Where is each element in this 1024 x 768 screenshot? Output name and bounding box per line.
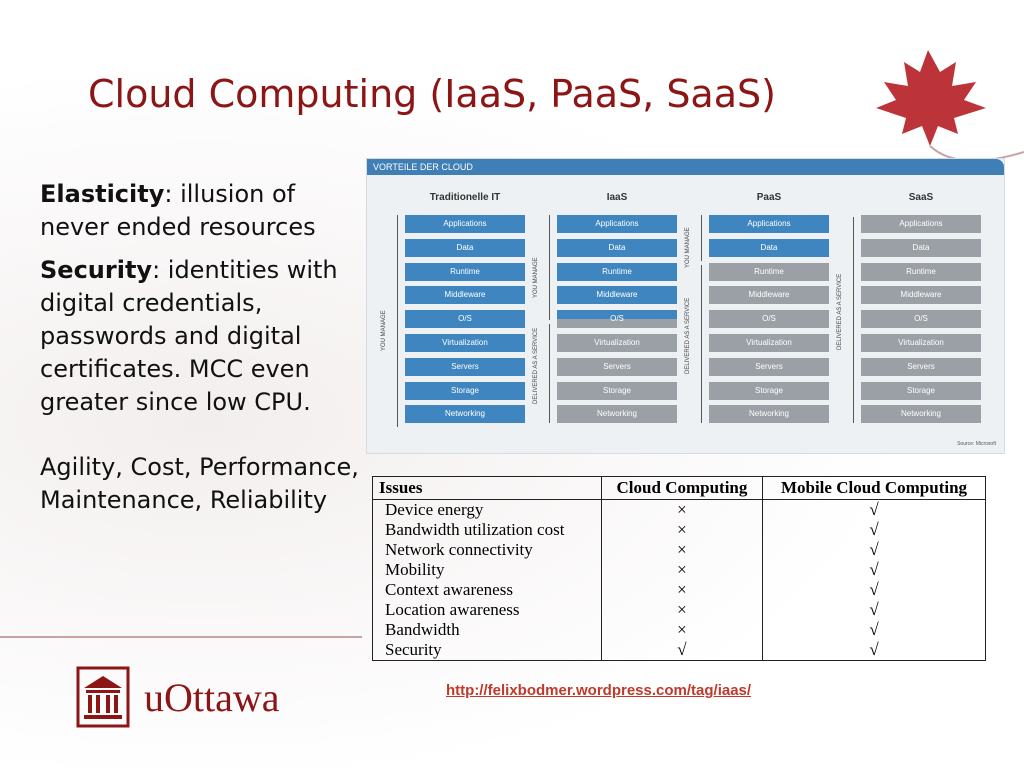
- diagram-layer-cell: Data: [557, 239, 677, 257]
- security-paragraph: [40, 254, 370, 419]
- table-row: [373, 500, 986, 521]
- diagram-layer-cell: Applications: [709, 215, 829, 233]
- mcc-cell: √: [763, 540, 986, 560]
- diagram-layer-cell: Runtime: [861, 263, 981, 281]
- issue-cell: Context awareness: [373, 580, 602, 600]
- diagram-layer-cell: Applications: [861, 215, 981, 233]
- maple-leaf-icon: [868, 42, 1024, 162]
- header-issues: Issues: [373, 477, 602, 500]
- diagram-layer-cell: Virtualization: [557, 334, 677, 352]
- table-row: [373, 560, 986, 580]
- source-link[interactable]: http://felixbodmer.wordpress.com/tag/iaas/: [446, 682, 752, 699]
- issues-table: [372, 476, 986, 661]
- issue-cell: Mobility: [373, 560, 602, 580]
- cloud-computing-cell: √: [601, 640, 762, 661]
- diagram-layer-cell: Middleware: [861, 286, 981, 304]
- security-term: Security: [40, 256, 153, 284]
- cloud-computing-cell: ×: [601, 580, 762, 600]
- diagram-layer-cell: Data: [405, 239, 525, 257]
- issue-cell: Device energy: [373, 500, 602, 521]
- table-row: [373, 580, 986, 600]
- diagram-brace: [701, 215, 702, 261]
- diagram-layer-cell: Middleware: [709, 286, 829, 304]
- mcc-cell: √: [763, 500, 986, 521]
- diagram-layer-cell: Servers: [709, 358, 829, 376]
- slide-title: Cloud Computing (IaaS, PaaS, SaaS): [88, 72, 776, 116]
- footer-divider: [0, 636, 362, 638]
- diagram-layer-cell: Storage: [557, 382, 677, 400]
- diagram-layer-cell: Networking: [405, 405, 525, 423]
- diagram-layer-cell: Storage: [861, 382, 981, 400]
- elasticity-paragraph: [40, 178, 370, 244]
- diagram-layer-cell: O/S: [709, 310, 829, 328]
- diagram-layer-cell: Runtime: [709, 263, 829, 281]
- diagram-layer-cell: Applications: [405, 215, 525, 233]
- cloud-computing-cell: ×: [601, 540, 762, 560]
- table-row: [373, 520, 986, 540]
- diagram-brace-label: DELIVERED AS A SERVICE: [685, 297, 691, 374]
- table-row: [373, 620, 986, 640]
- diagram-brace-label: YOU MANAGE: [685, 227, 691, 268]
- diagram-layer-cell: Servers: [861, 358, 981, 376]
- diagram-layer-cell: Middleware: [405, 286, 525, 304]
- diagram-layer-cell: Storage: [405, 382, 525, 400]
- diagram-brace-label: DELIVERED AS A SERVICE: [837, 273, 843, 351]
- diagram-layer-cell: O/S: [405, 310, 525, 328]
- diagram-brace: [397, 215, 398, 427]
- elasticity-text: : illusion of never ended resources: [40, 180, 316, 241]
- diagram-layer-cell: Data: [709, 239, 829, 257]
- table-row: [373, 600, 986, 620]
- diagram-column-header: IaaS: [606, 192, 628, 203]
- diagram-layer-cell: Virtualization: [861, 334, 981, 352]
- diagram-layer-cell: Runtime: [557, 263, 677, 281]
- university-building-icon: [76, 666, 130, 728]
- diagram-layer-cell: O/S: [861, 310, 981, 328]
- cloud-computing-cell: ×: [601, 500, 762, 521]
- issue-cell: Bandwidth utilization cost: [373, 520, 602, 540]
- uottawa-logo: [76, 666, 280, 728]
- diagram-brace-label: DELIVERED AS A SERVICE: [533, 327, 539, 404]
- cloud-computing-cell: ×: [601, 520, 762, 540]
- diagram-brace: [549, 215, 550, 320]
- diagram-brace-label: YOU MANAGE: [533, 256, 539, 298]
- mcc-cell: √: [763, 520, 986, 540]
- mcc-cell: √: [763, 600, 986, 620]
- diagram-layer-cell: Data: [861, 239, 981, 257]
- diagram-layer-cell: Virtualization: [405, 334, 525, 352]
- diagram-brace-label: YOU MANAGE: [381, 310, 387, 352]
- diagram-layer-cell: Networking: [861, 405, 981, 423]
- table-row: [373, 540, 986, 560]
- diagram-layer-cell: Runtime: [405, 263, 525, 281]
- mcc-cell: √: [763, 580, 986, 600]
- diagram-layer-cell: Servers: [557, 358, 677, 376]
- elasticity-term: Elasticity: [40, 180, 165, 208]
- diagram-layer-cell: Servers: [405, 358, 525, 376]
- cloud-computing-cell: ×: [601, 560, 762, 580]
- body-text: [40, 178, 370, 517]
- issue-cell: Security: [373, 640, 602, 661]
- table-header-row: [373, 477, 986, 500]
- diagram-layer-cell: Storage: [709, 382, 829, 400]
- diagram-brace: [549, 324, 550, 423]
- diagram-column-header: PaaS: [756, 192, 782, 203]
- header-mobile-cloud-computing: Mobile Cloud Computing: [763, 477, 986, 500]
- cloud-computing-cell: ×: [601, 600, 762, 620]
- security-text: : identities with digital credentials, passwords and digital certificates. MCC even greater since low CPU.: [40, 256, 338, 416]
- diagram-brace: [853, 217, 854, 423]
- diagram-layer-cell: Middleware: [557, 286, 677, 304]
- diagram-layer-cell: O/S: [557, 310, 677, 328]
- table-row: [373, 640, 986, 661]
- diagram-source: Source: Microsoft: [957, 441, 996, 447]
- diagram-layer-cell: Applications: [557, 215, 677, 233]
- header-cloud-computing: Cloud Computing: [601, 477, 762, 500]
- mcc-cell: √: [763, 640, 986, 661]
- diagram-layer-cell: Networking: [709, 405, 829, 423]
- logo-text: uOttawa: [144, 674, 280, 720]
- diagram-layer-cell: Networking: [557, 405, 677, 423]
- issue-cell: Location awareness: [373, 600, 602, 620]
- diagram-column-header: Traditionelle IT: [429, 192, 501, 203]
- cloud-service-diagram: [366, 158, 1005, 454]
- mcc-cell: √: [763, 560, 986, 580]
- cloud-computing-cell: ×: [601, 620, 762, 640]
- diagram-column-header: SaaS: [908, 192, 934, 203]
- diagram-layer-cell: Virtualization: [709, 334, 829, 352]
- issue-cell: Bandwidth: [373, 620, 602, 640]
- mcc-cell: √: [763, 620, 986, 640]
- diagram-brace: [701, 265, 702, 424]
- agility-paragraph: Agility, Cost, Performance, Maintenance, Reliability: [40, 453, 359, 514]
- diagram-header: VORTEILE DER CLOUD: [367, 159, 1004, 175]
- issue-cell: Network connectivity: [373, 540, 602, 560]
